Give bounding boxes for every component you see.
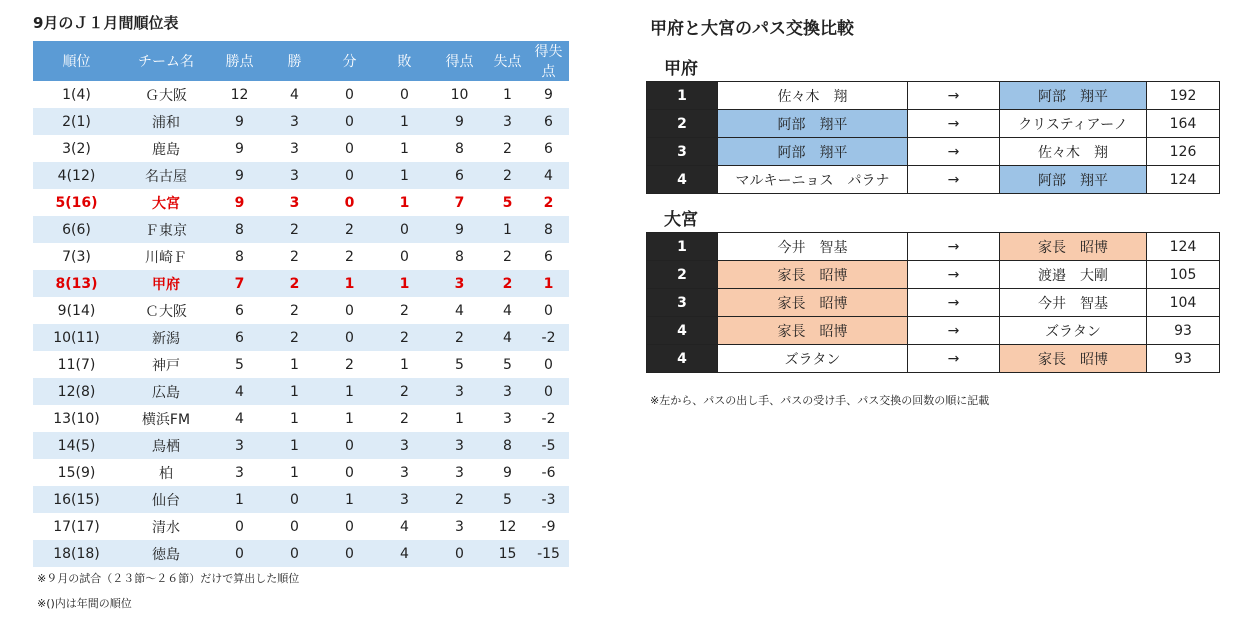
cell-rank: 3 bbox=[647, 138, 718, 166]
cell-losses: 3 bbox=[377, 486, 432, 513]
cell-receiver: クリスティアーノ bbox=[1000, 110, 1147, 138]
cell-pass-count: 105 bbox=[1147, 261, 1220, 289]
cell-goals-for: 6 bbox=[432, 162, 487, 189]
cell-goals-for: 5 bbox=[455, 356, 464, 373]
cell-goal-diff: -2 bbox=[528, 324, 569, 351]
cell-goals-against: 9 bbox=[503, 464, 512, 481]
cell-rank: 4(12) bbox=[33, 162, 120, 189]
cell-team: 清水 bbox=[152, 519, 180, 536]
cell-arrow: → bbox=[908, 138, 1000, 166]
cell-rank: 12(8) bbox=[33, 378, 120, 405]
cell-goals-for: 0 bbox=[432, 540, 487, 567]
cell-rank: 3(2) bbox=[62, 140, 91, 157]
col-header-draws: 分 bbox=[322, 41, 377, 81]
cell-points: 4 bbox=[212, 378, 267, 405]
standings-row bbox=[33, 351, 569, 378]
cell-wins: 1 bbox=[267, 378, 322, 405]
cell-goal-diff: 8 bbox=[528, 216, 569, 243]
cell-goals-against: 3 bbox=[487, 378, 528, 405]
cell-losses: 4 bbox=[377, 540, 432, 567]
cell-goals-against: 8 bbox=[487, 432, 528, 459]
cell-goals-against: 5 bbox=[487, 486, 528, 513]
cell-passer: ズラタン bbox=[718, 345, 908, 373]
cell-draws: 1 bbox=[345, 410, 354, 427]
cell-rank: 4 bbox=[647, 166, 718, 194]
cell-pass-count: 164 bbox=[1147, 110, 1220, 138]
cell-rank: 4 bbox=[647, 345, 718, 373]
cell-goals-against: 4 bbox=[503, 302, 512, 319]
cell-points: 3 bbox=[235, 464, 244, 481]
cell-goals-for: 3 bbox=[432, 432, 487, 459]
cell-goals-for: 2 bbox=[432, 486, 487, 513]
cell-rank: 4 bbox=[647, 317, 718, 345]
cell-losses: 0 bbox=[400, 86, 409, 103]
cell-points: 6 bbox=[235, 302, 244, 319]
cell-losses: 2 bbox=[400, 410, 409, 427]
omiya-pass-row bbox=[647, 289, 1220, 317]
cell-team: 鹿島 bbox=[152, 141, 180, 158]
cell-draws: 0 bbox=[345, 86, 354, 103]
cell-points: 0 bbox=[212, 540, 267, 567]
cell-goals-for: 9 bbox=[432, 108, 487, 135]
standings-row bbox=[33, 459, 569, 486]
cell-arrow: → bbox=[908, 166, 1000, 194]
cell-receiver: ズラタン bbox=[1000, 317, 1147, 345]
standings-row bbox=[33, 540, 569, 567]
cell-rank: 14(5) bbox=[33, 432, 120, 459]
cell-rank: 1 bbox=[647, 233, 718, 261]
cell-goals-against: 3 bbox=[503, 410, 512, 427]
cell-rank: 10(11) bbox=[33, 324, 120, 351]
cell-wins: 2 bbox=[267, 216, 322, 243]
kofu-pass-row bbox=[647, 110, 1220, 138]
cell-rank: 5(16) bbox=[55, 194, 98, 211]
cell-receiver: 今井 智基 bbox=[1000, 289, 1147, 317]
col-header-team: チーム名 bbox=[120, 41, 212, 81]
standings-row bbox=[33, 189, 569, 216]
omiya-section-label: 大宮 bbox=[664, 210, 698, 230]
pass-note: ※左から、パスの出し手、パスの受け手、パス交換の回数の順に記載 bbox=[650, 394, 990, 407]
cell-receiver: 阿部 翔平 bbox=[1000, 82, 1147, 110]
cell-wins: 3 bbox=[267, 162, 322, 189]
cell-points: 5 bbox=[235, 356, 244, 373]
cell-goals-for: 3 bbox=[432, 270, 487, 297]
cell-goal-diff: 6 bbox=[544, 140, 553, 157]
cell-rank: 16(15) bbox=[33, 486, 120, 513]
cell-draws: 0 bbox=[322, 432, 377, 459]
omiya-pass-table bbox=[646, 232, 1220, 373]
col-header-rank: 順位 bbox=[33, 41, 120, 81]
cell-rank: 2(1) bbox=[33, 108, 120, 135]
cell-draws: 0 bbox=[345, 140, 354, 157]
col-header-goals-for: 得点 bbox=[432, 41, 487, 81]
cell-draws: 0 bbox=[322, 108, 377, 135]
cell-rank: 9(14) bbox=[57, 302, 96, 319]
cell-goals-for: 3 bbox=[455, 518, 464, 535]
cell-goal-diff: 6 bbox=[544, 248, 553, 265]
cell-passer: 家長 昭博 bbox=[718, 261, 908, 289]
standings-row bbox=[33, 324, 569, 351]
cell-goals-against: 2 bbox=[487, 162, 528, 189]
cell-arrow: → bbox=[908, 110, 1000, 138]
cell-goal-diff: 9 bbox=[544, 86, 553, 103]
cell-losses: 1 bbox=[400, 356, 409, 373]
cell-points: 7 bbox=[212, 270, 267, 297]
cell-goal-diff: -9 bbox=[541, 518, 556, 535]
cell-team: Ｇ大阪 bbox=[145, 87, 187, 104]
cell-goals-against: 1 bbox=[487, 216, 528, 243]
standings-table bbox=[33, 41, 569, 567]
cell-goals-for: 3 bbox=[455, 464, 464, 481]
cell-pass-count: 93 bbox=[1147, 317, 1220, 345]
cell-draws: 0 bbox=[322, 162, 377, 189]
cell-losses: 2 bbox=[400, 302, 409, 319]
standings-header-row bbox=[33, 41, 569, 81]
cell-rank: 18(18) bbox=[33, 540, 120, 567]
standings-row bbox=[33, 108, 569, 135]
standings-row bbox=[33, 297, 569, 324]
standings-row bbox=[33, 216, 569, 243]
cell-goals-for: 4 bbox=[455, 302, 464, 319]
standings-row bbox=[33, 162, 569, 189]
cell-rank: 15(9) bbox=[57, 464, 96, 481]
cell-wins: 1 bbox=[290, 410, 299, 427]
cell-rank: 7(3) bbox=[62, 248, 91, 265]
cell-wins: 3 bbox=[267, 108, 322, 135]
cell-pass-count: 124 bbox=[1147, 233, 1220, 261]
cell-goals-for: 8 bbox=[455, 248, 464, 265]
col-header-points: 勝点 bbox=[212, 41, 267, 81]
cell-team: 浦和 bbox=[120, 108, 212, 135]
cell-wins: 3 bbox=[289, 194, 300, 211]
cell-losses: 2 bbox=[377, 324, 432, 351]
cell-goal-diff: -6 bbox=[541, 464, 556, 481]
cell-losses: 4 bbox=[400, 518, 409, 535]
cell-pass-count: 124 bbox=[1147, 166, 1220, 194]
cell-rank: 17(17) bbox=[53, 518, 100, 535]
cell-goal-diff: 1 bbox=[528, 270, 569, 297]
cell-goals-against: 12 bbox=[498, 518, 517, 535]
cell-passer: マルキーニョス パラナ bbox=[718, 166, 908, 194]
cell-goals-against: 5 bbox=[502, 194, 513, 211]
cell-rank: 8(13) bbox=[33, 270, 120, 297]
cell-goals-against: 5 bbox=[503, 356, 512, 373]
cell-losses: 1 bbox=[399, 194, 410, 211]
cell-rank: 13(10) bbox=[53, 410, 100, 427]
cell-goals-against: 4 bbox=[487, 324, 528, 351]
cell-goal-diff: 2 bbox=[543, 194, 554, 211]
cell-draws: 0 bbox=[345, 464, 354, 481]
cell-passer: 家長 昭博 bbox=[718, 317, 908, 345]
cell-arrow: → bbox=[908, 345, 1000, 373]
cell-wins: 1 bbox=[290, 464, 299, 481]
cell-wins: 2 bbox=[290, 302, 299, 319]
cell-goals-against: 2 bbox=[503, 248, 512, 265]
cell-wins: 3 bbox=[290, 140, 299, 157]
kofu-pass-row bbox=[647, 138, 1220, 166]
cell-points: 9 bbox=[234, 194, 245, 211]
cell-draws: 2 bbox=[322, 216, 377, 243]
cell-points: 1 bbox=[212, 486, 267, 513]
cell-rank: 1(4) bbox=[62, 86, 91, 103]
cell-goals-against: 2 bbox=[503, 140, 512, 157]
cell-wins: 4 bbox=[290, 86, 299, 103]
cell-losses: 0 bbox=[400, 248, 409, 265]
standings-note-1: ※９月の試合（２３節～２６節）だけで算出した順位 bbox=[37, 572, 300, 585]
cell-points: 9 bbox=[212, 108, 267, 135]
cell-goals-for: 10 bbox=[450, 86, 469, 103]
cell-team: 仙台 bbox=[120, 486, 212, 513]
cell-draws: 0 bbox=[322, 540, 377, 567]
cell-passer: 佐々木 翔 bbox=[718, 82, 908, 110]
cell-team: 新潟 bbox=[120, 324, 212, 351]
cell-receiver: 家長 昭博 bbox=[1000, 233, 1147, 261]
cell-arrow: → bbox=[908, 317, 1000, 345]
cell-goal-diff: 0 bbox=[528, 378, 569, 405]
cell-goals-for: 9 bbox=[432, 216, 487, 243]
cell-passer: 今井 智基 bbox=[718, 233, 908, 261]
cell-goals-for: 8 bbox=[455, 140, 464, 157]
cell-team: 甲府 bbox=[120, 270, 212, 297]
cell-goal-diff: 4 bbox=[528, 162, 569, 189]
cell-points: 0 bbox=[235, 518, 244, 535]
kofu-pass-row bbox=[647, 82, 1220, 110]
omiya-pass-row bbox=[647, 261, 1220, 289]
cell-team: Ｆ東京 bbox=[120, 216, 212, 243]
cell-wins: 2 bbox=[267, 270, 322, 297]
cell-losses: 1 bbox=[377, 162, 432, 189]
cell-team: 鳥栖 bbox=[120, 432, 212, 459]
cell-team: 柏 bbox=[159, 465, 173, 482]
cell-goal-diff: 0 bbox=[544, 302, 553, 319]
cell-losses: 2 bbox=[377, 378, 432, 405]
cell-losses: 1 bbox=[377, 108, 432, 135]
cell-wins: 1 bbox=[267, 432, 322, 459]
cell-passer: 阿部 翔平 bbox=[718, 138, 908, 166]
cell-draws: 0 bbox=[322, 324, 377, 351]
standings-row bbox=[33, 270, 569, 297]
cell-losses: 1 bbox=[377, 270, 432, 297]
cell-points: 8 bbox=[235, 248, 244, 265]
cell-arrow: → bbox=[908, 289, 1000, 317]
cell-goal-diff: 6 bbox=[528, 108, 569, 135]
cell-team: 名古屋 bbox=[120, 162, 212, 189]
cell-goals-against: 2 bbox=[487, 270, 528, 297]
cell-team: Ｃ大阪 bbox=[145, 303, 187, 320]
cell-points: 9 bbox=[212, 162, 267, 189]
standings-title: 9月のＪ１月間順位表 bbox=[33, 14, 179, 32]
col-header-wins: 勝 bbox=[267, 41, 322, 81]
standings-row bbox=[33, 378, 569, 405]
standings-note-2: ※()内は年間の順位 bbox=[37, 597, 132, 610]
cell-team: 徳島 bbox=[120, 540, 212, 567]
cell-draws: 0 bbox=[345, 518, 354, 535]
cell-wins: 0 bbox=[290, 518, 299, 535]
cell-rank: 2 bbox=[647, 261, 718, 289]
cell-goals-for: 3 bbox=[432, 378, 487, 405]
cell-pass-count: 126 bbox=[1147, 138, 1220, 166]
cell-goals-for: 2 bbox=[432, 324, 487, 351]
cell-losses: 0 bbox=[377, 216, 432, 243]
cell-losses: 3 bbox=[400, 464, 409, 481]
cell-receiver: 渡邉 大剛 bbox=[1000, 261, 1147, 289]
cell-receiver: 佐々木 翔 bbox=[1000, 138, 1147, 166]
col-header-losses: 敗 bbox=[377, 41, 432, 81]
cell-team: 広島 bbox=[120, 378, 212, 405]
cell-rank: 6(6) bbox=[33, 216, 120, 243]
cell-rank: 2 bbox=[647, 110, 718, 138]
kofu-pass-table bbox=[646, 81, 1220, 194]
cell-team: 川崎Ｆ bbox=[145, 249, 187, 266]
omiya-pass-row bbox=[647, 233, 1220, 261]
cell-receiver: 阿部 翔平 bbox=[1000, 166, 1147, 194]
cell-draws: 1 bbox=[322, 486, 377, 513]
cell-losses: 3 bbox=[377, 432, 432, 459]
cell-wins: 2 bbox=[267, 324, 322, 351]
cell-points: 12 bbox=[230, 86, 249, 103]
cell-goals-for: 1 bbox=[455, 410, 464, 427]
cell-arrow: → bbox=[908, 233, 1000, 261]
cell-points: 9 bbox=[235, 140, 244, 157]
cell-team: 神戸 bbox=[152, 357, 180, 374]
col-header-goal-diff: 得失点 bbox=[528, 41, 569, 81]
kofu-section-label: 甲府 bbox=[664, 59, 698, 79]
cell-points: 4 bbox=[235, 410, 244, 427]
standings-row bbox=[33, 81, 569, 108]
standings-row bbox=[33, 432, 569, 459]
pass-comparison-title: 甲府と大宮のパス交換比較 bbox=[650, 19, 854, 39]
cell-passer: 家長 昭博 bbox=[718, 289, 908, 317]
cell-draws: 0 bbox=[344, 194, 355, 211]
cell-goal-diff: 0 bbox=[544, 356, 553, 373]
cell-team: 横浜FM bbox=[141, 411, 191, 428]
cell-rank: 1 bbox=[647, 82, 718, 110]
cell-goals-against: 15 bbox=[487, 540, 528, 567]
cell-goal-diff: -15 bbox=[528, 540, 569, 567]
cell-wins: 2 bbox=[290, 248, 299, 265]
cell-points: 3 bbox=[212, 432, 267, 459]
cell-goal-diff: -5 bbox=[528, 432, 569, 459]
cell-points: 8 bbox=[212, 216, 267, 243]
cell-draws: 1 bbox=[322, 378, 377, 405]
cell-losses: 1 bbox=[400, 140, 409, 157]
standings-row bbox=[33, 486, 569, 513]
cell-draws: 2 bbox=[345, 248, 354, 265]
cell-team: 大宮 bbox=[152, 195, 180, 212]
cell-wins: 1 bbox=[290, 356, 299, 373]
cell-wins: 0 bbox=[267, 486, 322, 513]
cell-points: 6 bbox=[212, 324, 267, 351]
kofu-pass-row bbox=[647, 166, 1220, 194]
cell-draws: 2 bbox=[345, 356, 354, 373]
cell-wins: 0 bbox=[267, 540, 322, 567]
standings-row bbox=[33, 513, 569, 540]
cell-goals-against: 1 bbox=[503, 86, 512, 103]
cell-goals-against: 3 bbox=[487, 108, 528, 135]
cell-arrow: → bbox=[908, 261, 1000, 289]
cell-rank: 3 bbox=[647, 289, 718, 317]
cell-draws: 0 bbox=[345, 302, 354, 319]
omiya-pass-row bbox=[647, 317, 1220, 345]
cell-goal-diff: -2 bbox=[541, 410, 556, 427]
standings-row bbox=[33, 135, 569, 162]
standings-row bbox=[33, 405, 569, 432]
col-header-goals-against: 失点 bbox=[487, 41, 528, 81]
cell-arrow: → bbox=[908, 82, 1000, 110]
omiya-pass-row bbox=[647, 345, 1220, 373]
cell-goals-for: 7 bbox=[454, 194, 465, 211]
cell-pass-count: 93 bbox=[1147, 345, 1220, 373]
cell-passer: 阿部 翔平 bbox=[718, 110, 908, 138]
cell-receiver: 家長 昭博 bbox=[1000, 345, 1147, 373]
cell-draws: 1 bbox=[322, 270, 377, 297]
cell-pass-count: 104 bbox=[1147, 289, 1220, 317]
standings-row bbox=[33, 243, 569, 270]
cell-pass-count: 192 bbox=[1147, 82, 1220, 110]
cell-rank: 11(7) bbox=[57, 356, 96, 373]
cell-goal-diff: -3 bbox=[528, 486, 569, 513]
